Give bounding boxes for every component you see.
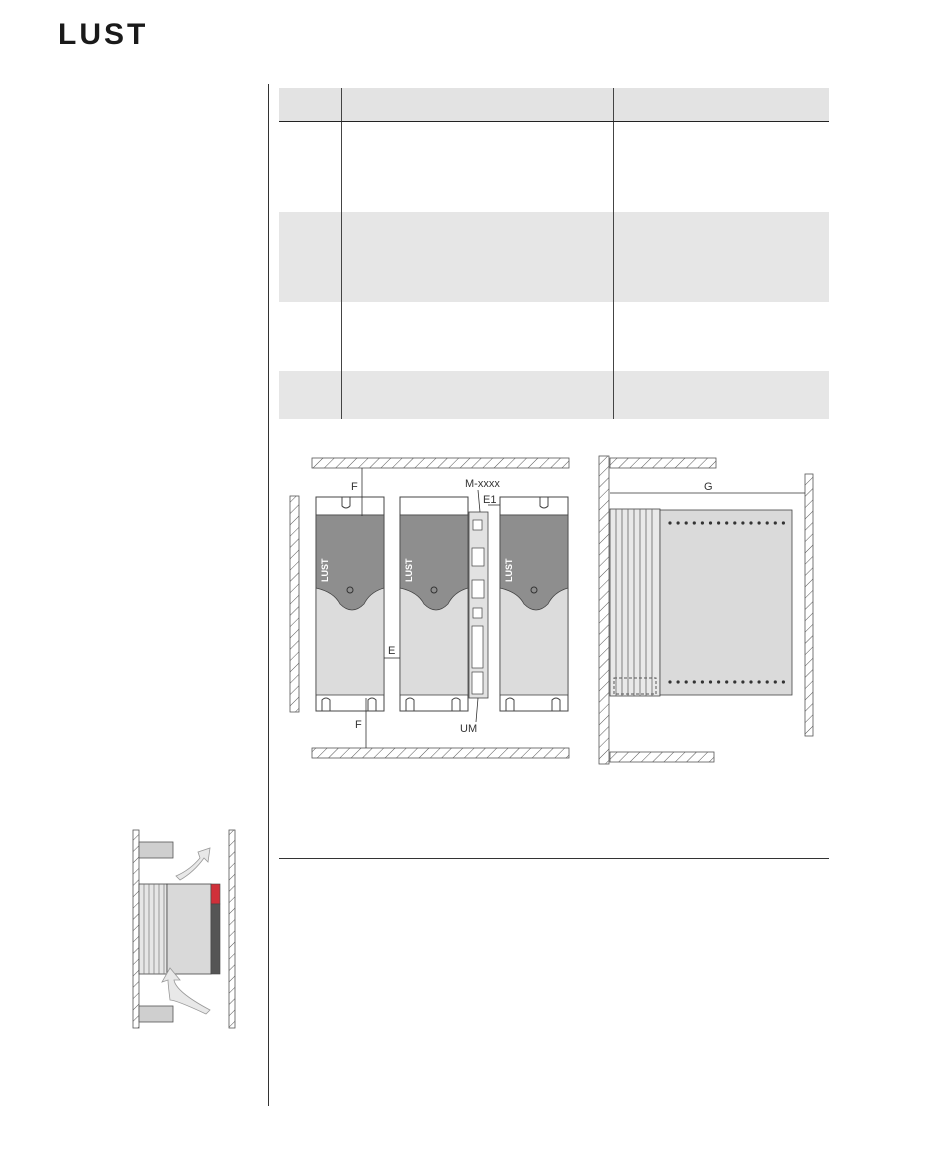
- svg-text:LUST: LUST: [404, 558, 414, 582]
- label-e1: E1: [483, 494, 497, 506]
- svg-text:LUST: LUST: [504, 558, 514, 582]
- vent-dot: [782, 680, 785, 683]
- label-f-top: F: [351, 481, 358, 493]
- drive-unit-1: [316, 497, 384, 711]
- vent-dot: [693, 680, 696, 683]
- vent-dot: [766, 521, 769, 524]
- airflow-diagram: [133, 830, 235, 1028]
- vent-dot: [774, 521, 777, 524]
- label-e: E: [388, 645, 396, 657]
- mounting-diagram-side: [599, 456, 813, 764]
- label-um: UM: [460, 723, 478, 735]
- vent-dot: [733, 680, 736, 683]
- leader-um: [476, 698, 478, 722]
- left-wall: [290, 496, 299, 712]
- option-module: [469, 512, 488, 698]
- label-module: M-xxxx: [465, 478, 500, 490]
- label-g: G: [704, 481, 713, 493]
- brand-logo: LUST: [58, 18, 149, 51]
- vent-dot: [741, 521, 744, 524]
- vent-dot: [709, 680, 712, 683]
- vent-dot: [668, 521, 671, 524]
- vent-dot: [733, 521, 736, 524]
- top-wall: [312, 458, 569, 468]
- vent-dot: [709, 521, 712, 524]
- vent-dot: [741, 680, 744, 683]
- vent-dot: [668, 680, 671, 683]
- vent-dot: [766, 680, 769, 683]
- vent-dot: [782, 521, 785, 524]
- leader-module: [478, 490, 480, 512]
- vent-dot: [749, 680, 752, 683]
- section-divider: [279, 858, 829, 859]
- vent-dot: [693, 521, 696, 524]
- svg-text:LUST: LUST: [320, 558, 330, 582]
- vent-dot: [685, 521, 688, 524]
- vent-dot: [774, 680, 777, 683]
- vent-dot: [717, 680, 720, 683]
- bottom-wall: [312, 748, 569, 758]
- airflow-out-arrow: [176, 848, 210, 880]
- vent-dot: [725, 521, 728, 524]
- drive-unit-2: [400, 497, 468, 711]
- vent-dot: [677, 680, 680, 683]
- vent-dot: [758, 680, 761, 683]
- vent-dot: [758, 521, 761, 524]
- label-f-bottom: F: [355, 719, 362, 731]
- vent-dot: [717, 521, 720, 524]
- drive-unit-3: [500, 497, 568, 711]
- vent-dot: [749, 521, 752, 524]
- vent-dot: [701, 521, 704, 524]
- vent-dot: [701, 680, 704, 683]
- status-led-red: [211, 884, 220, 904]
- vent-dot: [677, 521, 680, 524]
- vent-dot: [685, 680, 688, 683]
- vent-dot: [725, 680, 728, 683]
